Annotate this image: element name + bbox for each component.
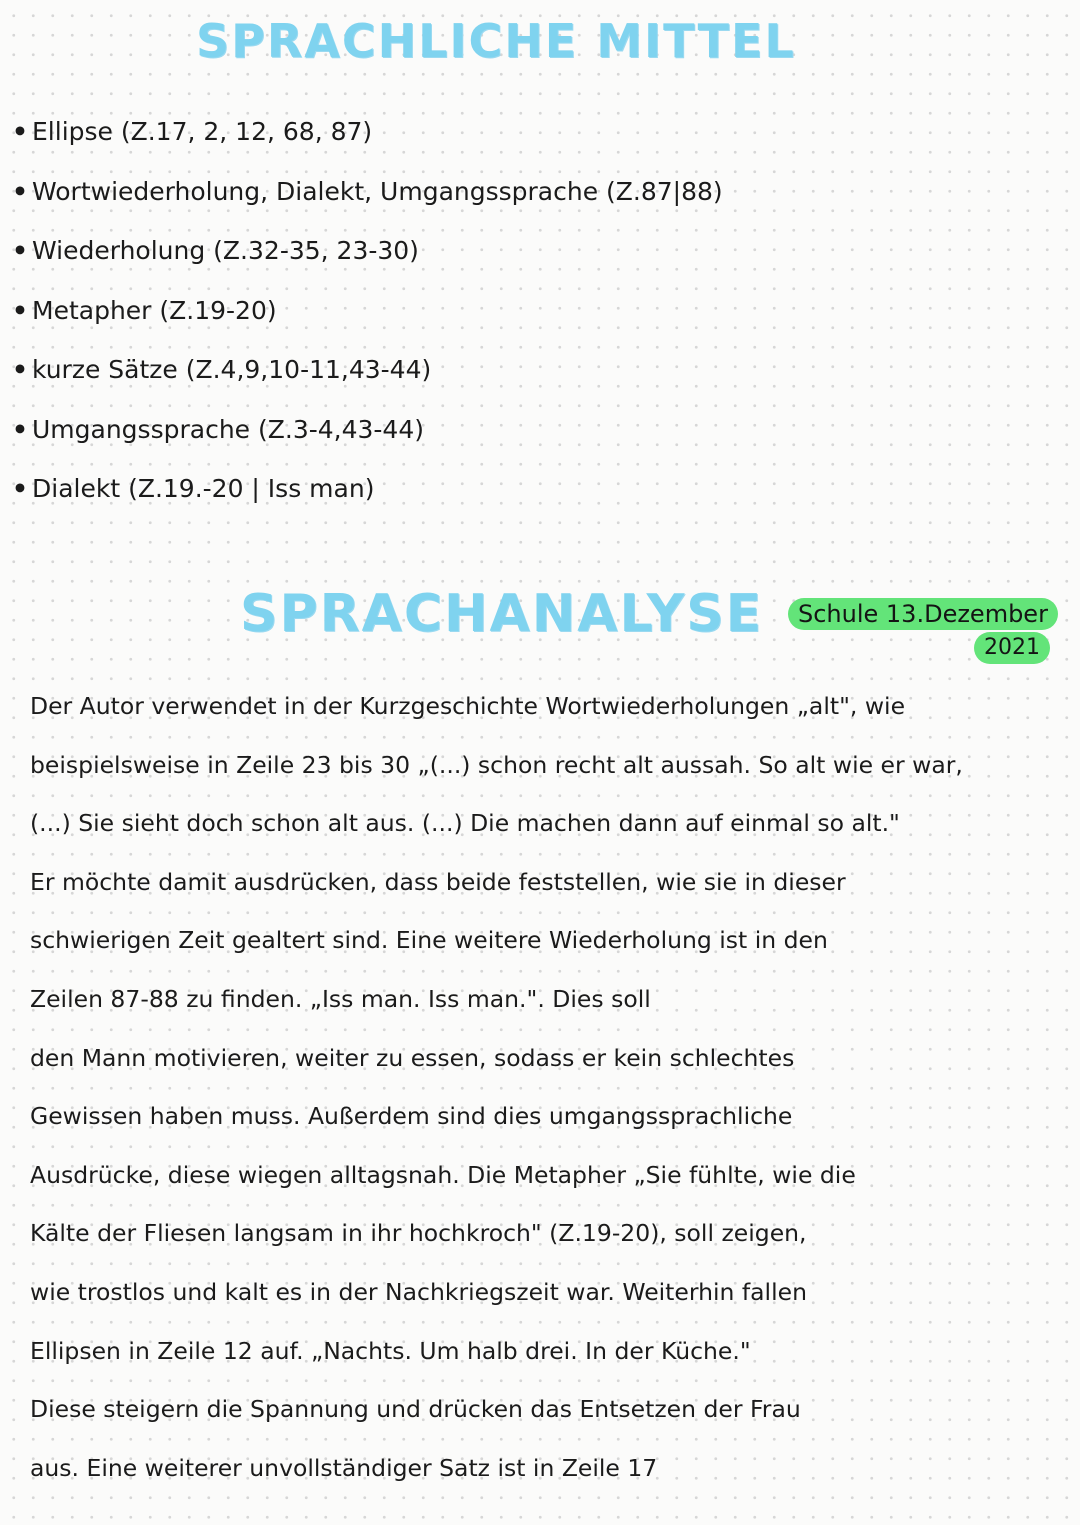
list-item-text: Dialekt (Z.19.-20 | Iss man)	[32, 474, 375, 503]
list-item-text: Wortwiederholung, Dialekt, Umgangssprache (Z.87|88)	[32, 176, 723, 206]
essay-line: den Mann motivieren, weiter zu essen, sodass er kein schlechtes	[30, 1043, 795, 1072]
list-item-text: kurze Sätze (Z.4,9,10-11,43-44)	[32, 355, 432, 384]
essay-line: beispielsweise in Zeile 23 bis 30 „(...) schon recht alt aussah. So alt wie er war,	[30, 750, 963, 779]
list-item	[12, 406, 912, 466]
bullet-dot-icon: •	[12, 474, 28, 503]
bullet-dot-icon: •	[12, 295, 28, 325]
list-item	[12, 168, 912, 228]
essay-text	[30, 680, 1065, 1500]
section-title: SPRACHANALYSE	[240, 584, 764, 644]
bullet-dot-icon: •	[12, 355, 28, 384]
essay-line: Gewissen haben muss. Außerdem sind dies umgangssprachliche	[30, 1102, 793, 1131]
bullet-dot-icon: •	[12, 236, 28, 265]
essay-line: Diese steigern die Spannung und drücken das Entsetzen der Frau	[30, 1395, 801, 1424]
list-item	[12, 346, 912, 406]
list-item	[12, 287, 912, 347]
essay-line: aus. Eine weiterer unvollständiger Satz ist in Zeile 17	[30, 1453, 658, 1482]
list-item-text: Umgangssprache (Z.3-4,43-44)	[32, 414, 424, 444]
essay-line: wie trostlos und kalt es in der Nachkriegszeit war. Weiterhin fallen	[30, 1277, 807, 1306]
list-item-text: Wiederholung (Z.32-35, 23-30)	[32, 236, 419, 265]
essay-line: schwierigen Zeit gealtert sind. Eine weitere Wiederholung ist in den	[30, 926, 828, 955]
page-title: SPRACHLICHE MITTEL	[196, 14, 796, 68]
list-item	[12, 465, 912, 525]
list-item	[12, 108, 912, 168]
year-badge: 2021	[974, 632, 1050, 664]
essay-line: Kälte der Fliesen langsam in ihr hochkroch" (Z.19-20), soll zeigen,	[30, 1219, 807, 1248]
list-item-text: Metapher (Z.19-20)	[32, 295, 277, 325]
bullet-dot-icon: •	[12, 414, 28, 444]
date-badge: Schule 13.Dezember	[788, 598, 1058, 630]
bullet-dot-icon: •	[12, 176, 28, 206]
essay-line: Der Autor verwendet in der Kurzgeschichte Wortwiederholungen „alt", wie	[30, 692, 906, 720]
essay-line: Ausdrücke, diese wiegen alltagsnah. Die Metapher „Sie fühlte, wie die	[30, 1160, 856, 1189]
bullet-dot-icon: •	[12, 117, 28, 146]
essay-line: Er möchte damit ausdrücken, dass beide feststellen, wie sie in dieser	[30, 867, 846, 896]
essay-line: Zeilen 87-88 zu finden. „Iss man. Iss man.". Dies soll	[30, 984, 651, 1013]
essay-line: (...) Sie sieht doch schon alt aus. (...) Die machen dann auf einmal so alt."	[30, 809, 900, 838]
list-item-text: Ellipse (Z.17, 2, 12, 68, 87)	[32, 117, 373, 146]
essay-line: Ellipsen in Zeile 12 auf. „Nachts. Um halb drei. In der Küche."	[30, 1336, 751, 1365]
list-item	[12, 227, 912, 287]
bullet-list	[12, 108, 912, 525]
